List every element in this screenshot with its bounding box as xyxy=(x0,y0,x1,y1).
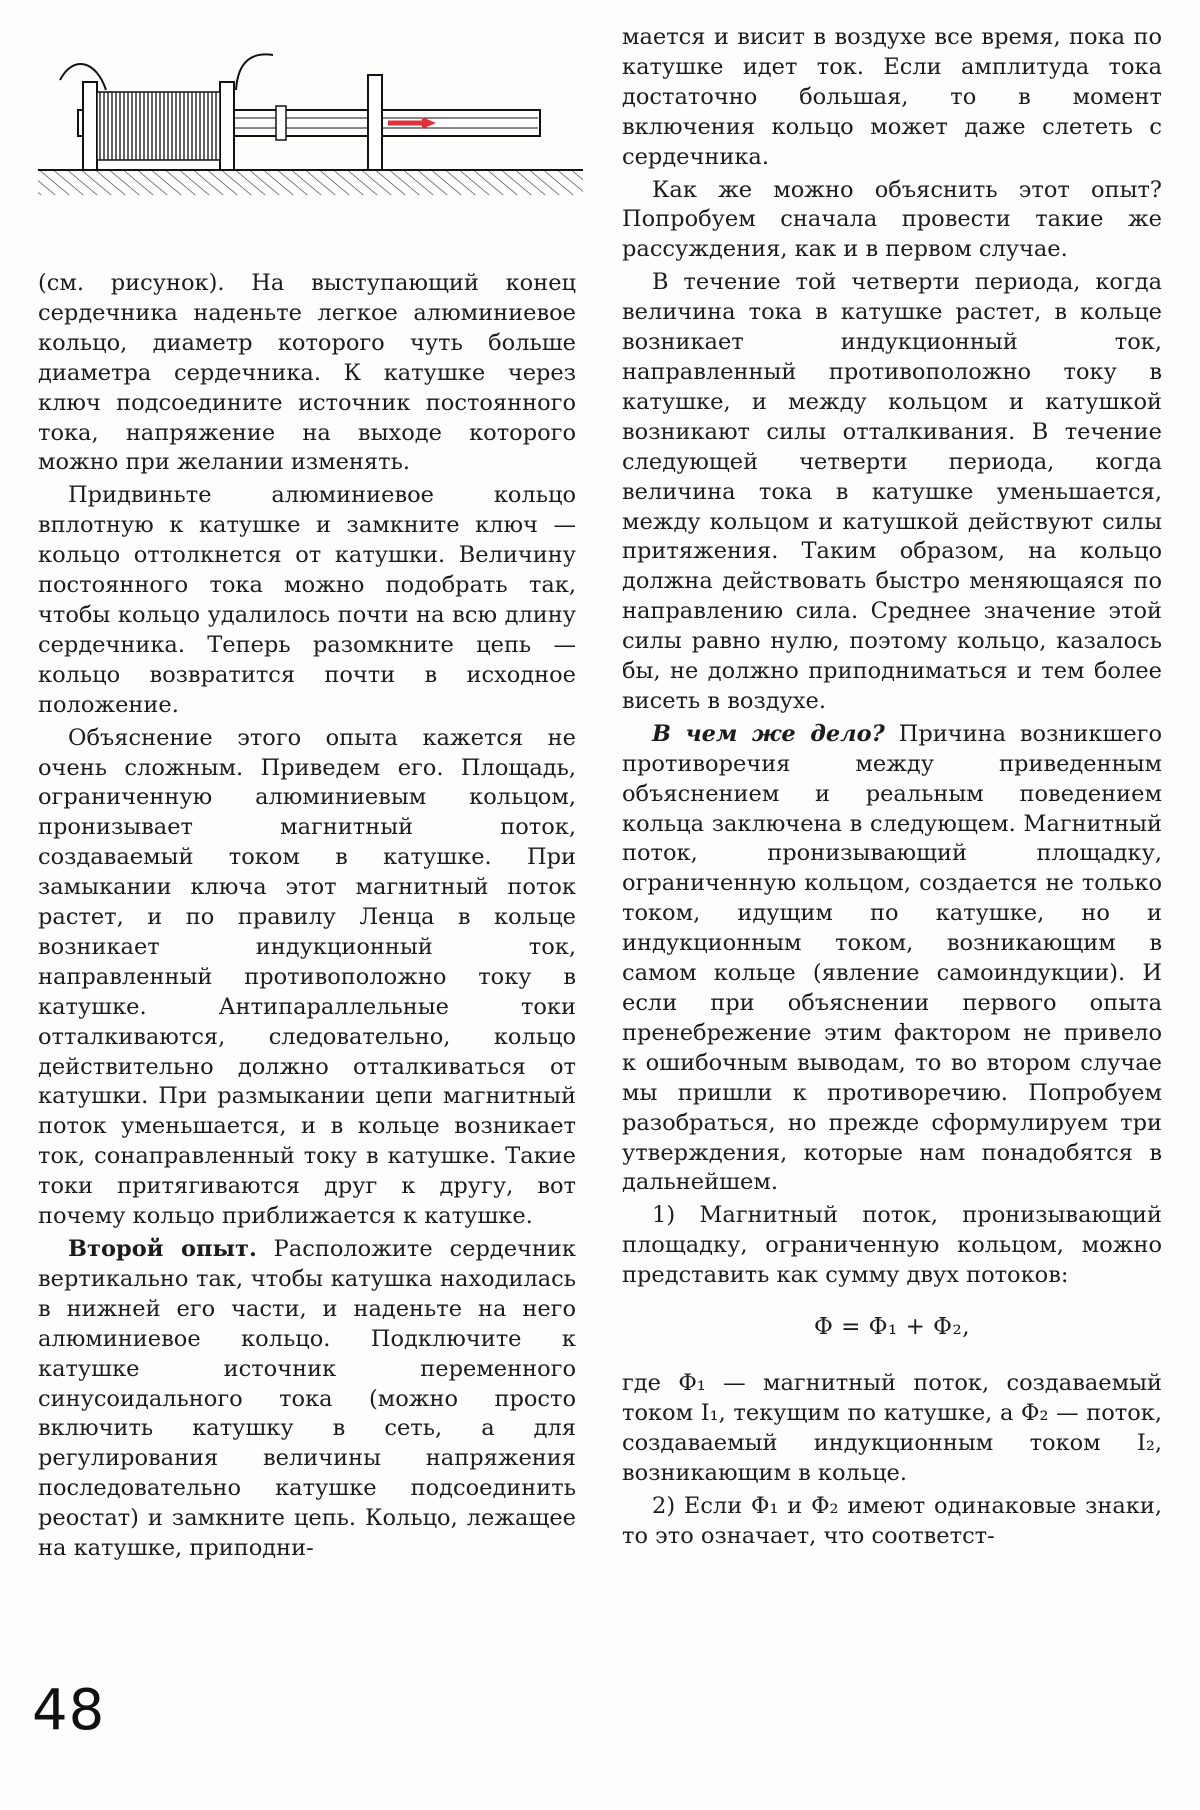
coil-flange-right xyxy=(220,82,234,170)
section-heading: Второй опыт. xyxy=(68,1236,257,1262)
paragraph: (см. рисунок). На выступающий конец сердечника наденьте легкое алюминиевое кольцо, диаметр которого чуть больше диаметра сердечника. К катушке через ключ подсоедините источник постоянного тока, напряжение на выходе которого можно при желании изменять. xyxy=(38,270,576,476)
core-support-post xyxy=(368,75,382,170)
paragraph: Объяснение этого опыта кажется не очень сложным. Приведем его. Площадь, ограниченную алюминиевым кольцом, пронизывает магнитный поток, создаваемый током в катушке. При замыкании ключа этот магнитный поток растет, и по правилу Ленца в кольце возникает индукционный ток, направленный противоположно току в катушке. Антипараллельные токи отталкиваются, следовательно, кольцо действительно должно отталкиваться от катушки. При размыкании цепи магнитный поток уменьшается, и в кольце возникает ток, сонаправленный току в катушке. Такие токи притягиваются друг к другу, вот почему кольцо приближается к катушке. xyxy=(38,724,576,1230)
coil-core-ring-figure xyxy=(38,40,583,225)
paragraph: 1) Магнитный поток, пронизывающий площадку, ограниченную кольцом, можно представить как сумму двух потоков: xyxy=(622,1202,1162,1289)
coil-windings xyxy=(97,92,220,160)
paragraph: мается и висит в воздухе все время, пока по катушке идет ток. Если амплитуда тока достаточно большая, то в момент включения кольцо может даже слететь с сердечника. xyxy=(622,24,1162,170)
paragraph: В течение той четверти периода, когда величина тока в катушке растет, в кольце возникает индукционный ток, направленный противоположно току в катушке, и между кольцом и катушкой возникают силы отталкивания. В течение следующей четверти периода, когда величина тока в катушке уменьшается, между кольцом и катушкой действуют силы притяжения. Таким образом, на кольцо должна действовать быстро меняющаяся по направлению сила. Среднее значение этой силы равно нулю, поэтому кольцо, казалось бы, не должно приподниматься и тем более висеть в воздухе. xyxy=(622,269,1162,714)
paragraph: Придвиньте алюминиевое кольцо вплотную к катушке и замкните ключ — кольцо оттолкнется от катушки. Величину постоянного тока можно подобрать так, чтобы кольцо удалилось почти на всю длину сердечника. Теперь разомкните цепь — кольцо возвратится почти в исходное положение. xyxy=(38,482,576,718)
ground-hatching xyxy=(38,170,583,195)
aluminum-ring xyxy=(276,106,286,140)
coil-flange-left xyxy=(83,82,97,170)
paragraph: Как же можно объяснить этот опыт? Попробуем сначала провести такие же рассуждения, как и в первом случае. xyxy=(622,176,1162,263)
paragraph: 2) Если Φ₁ и Φ₂ имеют одинаковые знаки, то это означает, что соответст- xyxy=(622,1492,1162,1549)
paragraph xyxy=(38,1235,576,1564)
paragraph: где Φ₁ — магнитный поток, создаваемый током I₁, текущим по катушке, а Φ₂ — поток, создаваемый индукционным током I₂, возникающим в кольце. xyxy=(622,1369,1162,1486)
paragraph xyxy=(622,720,1162,1199)
right-column xyxy=(622,0,1162,1551)
section-heading: В чем же дело? xyxy=(652,720,885,747)
paragraph-body: Расположите сердечник вертикально так, чтобы катушка находилась в нижней его части, и наденьте на него алюминиевое кольцо. Подключите к катушке источник переменного синусоидального тока (можно просто включить катушку в сеть, а для регулирования величины напряжения последовательно катушке подсоединить реостат) и замкните цепь. Кольцо, лежащее на катушке, приподни- xyxy=(38,1236,576,1562)
paragraph-body: Причина возникшего противоречия между приведенным объяснением и реальным поведением кольца заключена в следующем. Магнитный поток, пронизывающий площадку, ограниченную кольцом, создается не только током, идущим по катушке, но и индукционным током, возникающим в самом кольце (явление самоиндукции). И если при объяснении первого опыта пренебрежение этим фактором не привело к ошибочным выводам, то во втором случае мы пришли к противоречию. Попробуем разобраться, но прежде сформулируем три утверждения, которые нам понадобятся в дальнейшем. xyxy=(622,720,1162,1196)
coil-wire-right xyxy=(236,54,273,90)
left-column xyxy=(38,0,576,1564)
flux-sum-formula: Φ = Φ₁ + Φ₂, xyxy=(813,1314,971,1341)
page-number: 48 xyxy=(32,1678,106,1743)
